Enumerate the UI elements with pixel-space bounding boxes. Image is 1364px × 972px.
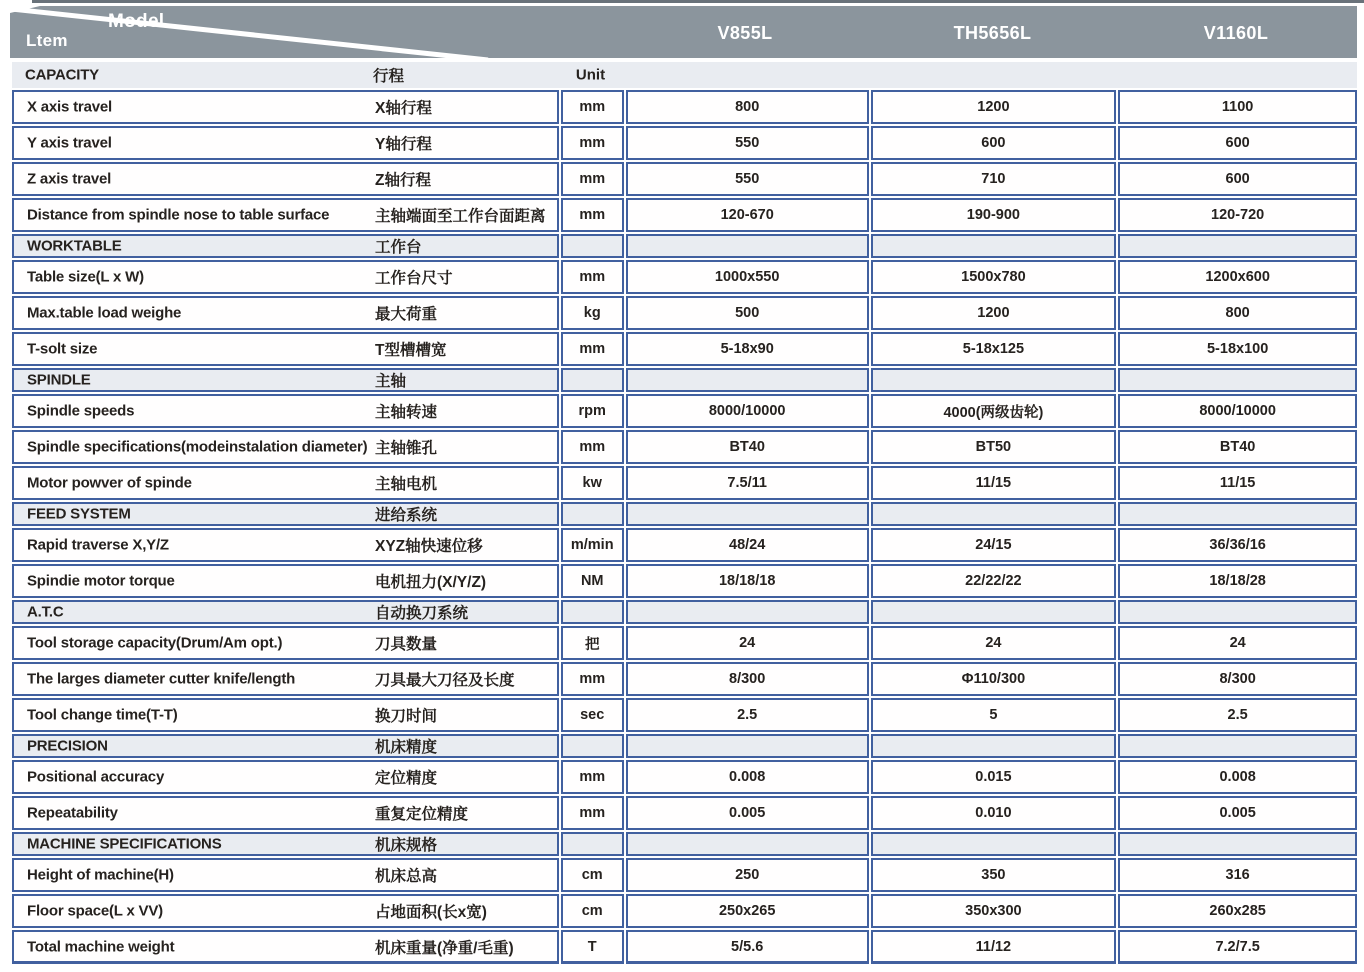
table-row	[12, 698, 1357, 732]
value-cell: 120-670	[626, 198, 869, 232]
table-row	[12, 260, 1357, 294]
value-cell: 11/12	[871, 930, 1117, 964]
table-row	[12, 332, 1357, 366]
value-cell: 8000/10000	[626, 394, 869, 428]
value-cell: 550	[626, 162, 869, 196]
item-cell	[12, 430, 559, 464]
value-cell: 24	[626, 626, 869, 660]
item-label-en: Height of machine(H)	[27, 866, 174, 884]
value-cell: 24	[1118, 626, 1357, 660]
value-cell: 7.5/11	[626, 466, 869, 500]
unit-cell: mm	[561, 198, 624, 232]
unit-cell: mm	[561, 90, 624, 124]
value-cell: 5	[871, 698, 1117, 732]
empty-cell	[871, 832, 1117, 856]
section-row	[12, 368, 1357, 392]
model-column-header: TH5656L	[953, 23, 1032, 43]
empty-cell	[1118, 502, 1357, 526]
value-cell: 350x300	[871, 894, 1117, 928]
item-label-zh: XYZ轴快速位移	[375, 538, 483, 555]
unit-cell: cm	[561, 858, 624, 892]
unit-cell: mm	[561, 260, 624, 294]
section-row	[12, 502, 1357, 526]
section-title-zh: 机床规格	[375, 837, 438, 854]
value-cell: 0.005	[626, 796, 869, 830]
item-label-en: Max.table load weighe	[27, 304, 182, 322]
value-cell: 1200x600	[1118, 260, 1357, 294]
value-cell: 24	[871, 626, 1117, 660]
item-cell	[12, 528, 559, 562]
value-cell: 600	[1118, 162, 1357, 196]
item-label-en: Rapid traverse X,Y/Z	[27, 536, 169, 554]
item-cell	[12, 796, 559, 830]
empty-cell	[561, 368, 624, 392]
item-cell	[12, 394, 559, 428]
value-cell: 190-900	[871, 198, 1117, 232]
item-label-zh: 定位精度	[375, 770, 438, 787]
section-header-cell	[12, 734, 559, 758]
value-cell: 0.005	[1118, 796, 1357, 830]
table-row	[12, 162, 1357, 196]
table-row	[12, 796, 1357, 830]
table-row	[12, 198, 1357, 232]
section-header-cell	[12, 234, 559, 258]
section-header-cell	[12, 600, 559, 624]
section-title-en: CAPACITY	[25, 66, 99, 84]
value-cell: 5-18x90	[626, 332, 869, 366]
item-label-zh: 机床重量(净重/毛重)	[375, 939, 514, 957]
value-cell: BT40	[626, 430, 869, 464]
spec-table-body	[12, 62, 1357, 964]
value-cell: 800	[626, 90, 869, 124]
item-label-en: The larges diameter cutter knife/length	[27, 670, 296, 688]
section-header-cell	[12, 368, 559, 392]
section-row	[12, 832, 1357, 856]
value-cell: 8/300	[1118, 662, 1357, 696]
item-cell	[12, 126, 559, 160]
section-title-zh: 自动换刀系统	[375, 605, 469, 622]
item-cell	[12, 760, 559, 794]
item-cell	[12, 626, 559, 660]
table-row	[12, 466, 1357, 500]
corner-model-label: Model	[108, 11, 165, 32]
section-title-zh: 机床精度	[375, 739, 438, 756]
page-top-edge	[32, 0, 1364, 3]
value-cell: 1200	[871, 296, 1117, 330]
item-label-zh: 机床总高	[375, 868, 438, 885]
item-cell	[12, 894, 559, 928]
unit-cell: mm	[561, 662, 624, 696]
value-cell: 11/15	[871, 466, 1117, 500]
item-label-zh: 主轴锥孔	[375, 440, 438, 457]
item-label-en: Positional accuracy	[27, 768, 165, 786]
diagonal-divider	[10, 6, 510, 58]
empty-cell	[561, 502, 624, 526]
value-cell: 5/5.6	[626, 930, 869, 964]
unit-cell: m/min	[561, 528, 624, 562]
item-label-zh: 刀具最大刀径及长度	[375, 672, 515, 689]
value-cell: 250	[626, 858, 869, 892]
unit-cell: sec	[561, 698, 624, 732]
item-label-en: Tool change time(T-T)	[27, 706, 178, 724]
value-cell: 260x285	[1118, 894, 1357, 928]
item-cell	[12, 698, 559, 732]
value-cell: 11/15	[1118, 466, 1357, 500]
empty-cell	[871, 600, 1117, 624]
model-column-header: V1160L	[1203, 23, 1269, 43]
empty-cell	[561, 234, 624, 258]
section-title-zh: 行程	[373, 68, 405, 85]
table-row	[12, 528, 1357, 562]
value-cell: 5-18x100	[1118, 332, 1357, 366]
section-row	[12, 234, 1357, 258]
value-cell: 0.010	[871, 796, 1117, 830]
table-header-band	[10, 6, 1357, 58]
value-cell: 250x265	[626, 894, 869, 928]
item-cell	[12, 662, 559, 696]
table-row	[12, 90, 1357, 124]
item-label-zh: 刀具数量	[375, 636, 438, 653]
empty-cell	[626, 600, 869, 624]
value-cell: 1200	[871, 90, 1117, 124]
item-cell	[12, 930, 559, 964]
value-cell: 120-720	[1118, 198, 1357, 232]
empty-cell	[1118, 368, 1357, 392]
value-cell: 7.2/7.5	[1118, 930, 1357, 964]
value-cell: 500	[626, 296, 869, 330]
empty-cell	[871, 368, 1117, 392]
value-cell: 36/36/16	[1118, 528, 1357, 562]
value-cell: 710	[871, 162, 1117, 196]
value-cell: 350	[871, 858, 1117, 892]
value-cell: 48/24	[626, 528, 869, 562]
section-header-cell	[12, 502, 559, 526]
value-cell: 5-18x125	[871, 332, 1117, 366]
value-cell: 18/18/28	[1118, 564, 1357, 598]
value-cell: 0.008	[626, 760, 869, 794]
unit-cell: NM	[561, 564, 624, 598]
item-label-en: X axis travel	[27, 98, 112, 116]
item-label-zh: 工作台尺寸	[375, 270, 453, 287]
table-row	[12, 430, 1357, 464]
item-cell	[12, 90, 559, 124]
table-row	[12, 564, 1357, 598]
empty-cell	[1118, 734, 1357, 758]
unit-cell: mm	[561, 430, 624, 464]
item-label-zh: 主轴端面至工作台面距离	[375, 208, 546, 225]
empty-cell	[871, 234, 1117, 258]
item-label-en: Tool storage capacity(Drum/Am opt.)	[27, 634, 283, 652]
empty-cell	[871, 502, 1117, 526]
value-cell: 800	[1118, 296, 1357, 330]
item-cell	[12, 260, 559, 294]
table-row	[12, 930, 1357, 964]
item-label-en: Total machine weight	[27, 938, 175, 955]
item-label-en: Spindle speeds	[27, 402, 135, 420]
value-cell: 2.5	[626, 698, 869, 732]
corner-item-label: Ltem	[26, 31, 68, 50]
table-row	[12, 858, 1357, 892]
empty-cell	[1118, 234, 1357, 258]
unit-column-header: Unit	[575, 66, 606, 84]
table-row	[12, 126, 1357, 160]
empty-cell	[626, 234, 869, 258]
section-title-zh: 主轴	[375, 373, 407, 390]
value-cell: 18/18/18	[626, 564, 869, 598]
section-header-cell	[12, 62, 1357, 88]
item-label-zh: 最大荷重	[375, 306, 438, 323]
empty-cell	[871, 734, 1117, 758]
section-title-en: PRECISION	[27, 737, 108, 755]
section-title-en: SPINDLE	[27, 371, 91, 389]
item-label-en: Distance from spindle nose to table surface	[27, 206, 330, 224]
item-label-en: Z axis travel	[27, 170, 112, 188]
item-label-en: Repeatability	[27, 804, 118, 822]
item-label-en: Table size(L x W)	[27, 268, 144, 286]
item-cell	[12, 198, 559, 232]
item-cell	[12, 858, 559, 892]
item-label-en: Spindle specifications(modeinstalation diameter)	[27, 438, 368, 456]
value-cell: 24/15	[871, 528, 1117, 562]
section-title-en: WORKTABLE	[27, 237, 122, 255]
table-row	[12, 894, 1357, 928]
table-row	[12, 394, 1357, 428]
item-label-en: Motor powver of spinde	[27, 474, 192, 492]
empty-cell	[561, 832, 624, 856]
spec-table	[10, 60, 1359, 966]
unit-cell: kg	[561, 296, 624, 330]
value-cell: 8/300	[626, 662, 869, 696]
item-label-zh: T型槽槽宽	[375, 342, 447, 359]
item-label-zh: 主轴电机	[375, 476, 438, 493]
unit-cell: kw	[561, 466, 624, 500]
unit-cell: T	[561, 930, 624, 964]
value-cell: 600	[871, 126, 1117, 160]
empty-cell	[626, 734, 869, 758]
item-label-zh: 占地面积(长x宽)	[375, 904, 487, 921]
empty-cell	[1118, 600, 1357, 624]
unit-cell: mm	[561, 332, 624, 366]
value-cell: 600	[1118, 126, 1357, 160]
item-label-en: Y axis travel	[27, 134, 112, 152]
empty-cell	[626, 502, 869, 526]
empty-cell	[561, 600, 624, 624]
item-label-en: T-solt size	[27, 340, 98, 358]
value-cell: 1000x550	[626, 260, 869, 294]
empty-cell	[561, 734, 624, 758]
item-label-en: Floor space(L x VV)	[27, 902, 163, 920]
section-title-en: MACHINE SPECIFICATIONS	[27, 835, 222, 853]
item-label-zh: 重复定位精度	[375, 806, 469, 823]
item-label-zh: Y轴行程	[375, 136, 432, 153]
section-title-zh: 工作台	[375, 239, 422, 256]
item-cell	[12, 162, 559, 196]
value-cell: BT50	[871, 430, 1117, 464]
item-cell	[12, 332, 559, 366]
table-row	[12, 296, 1357, 330]
unit-cell: 把	[561, 626, 624, 660]
value-cell: 1500x780	[871, 260, 1117, 294]
item-label-zh: 电机扭力(X/Y/Z)	[375, 574, 487, 591]
item-label-zh: X轴行程	[375, 100, 432, 117]
item-cell	[12, 466, 559, 500]
item-cell	[12, 296, 559, 330]
section-title-en: FEED SYSTEM	[27, 505, 131, 523]
empty-cell	[626, 368, 869, 392]
item-label-zh: 主轴转速	[375, 404, 438, 421]
value-cell: Φ110/300	[871, 662, 1117, 696]
section-title-zh: 进给系统	[375, 507, 438, 524]
unit-cell: rpm	[561, 394, 624, 428]
value-cell: 550	[626, 126, 869, 160]
unit-cell: mm	[561, 760, 624, 794]
value-cell: 316	[1118, 858, 1357, 892]
section-title-en: A.T.C	[27, 603, 64, 621]
unit-cell: mm	[561, 162, 624, 196]
unit-cell: mm	[561, 796, 624, 830]
section-row	[12, 600, 1357, 624]
unit-cell: mm	[561, 126, 624, 160]
value-cell: 0.008	[1118, 760, 1357, 794]
model-column-header: V855L	[717, 23, 773, 43]
table-row	[12, 662, 1357, 696]
value-cell: 22/22/22	[871, 564, 1117, 598]
empty-cell	[626, 832, 869, 856]
item-label-zh: Z轴行程	[375, 172, 431, 189]
section-row	[12, 62, 1357, 88]
item-label-zh: 换刀时间	[375, 708, 438, 725]
table-row	[12, 626, 1357, 660]
section-header-cell	[12, 832, 559, 856]
value-cell: 8000/10000	[1118, 394, 1357, 428]
table-row	[12, 760, 1357, 794]
item-label-en: Spindie motor torque	[27, 572, 175, 590]
value-cell: 2.5	[1118, 698, 1357, 732]
unit-cell: cm	[561, 894, 624, 928]
value-cell: BT40	[1118, 430, 1357, 464]
empty-cell	[1118, 832, 1357, 856]
value-cell: 4000(两级齿轮)	[871, 394, 1117, 428]
item-cell	[12, 564, 559, 598]
section-row	[12, 734, 1357, 758]
value-cell: 1100	[1118, 90, 1357, 124]
value-cell: 0.015	[871, 760, 1117, 794]
